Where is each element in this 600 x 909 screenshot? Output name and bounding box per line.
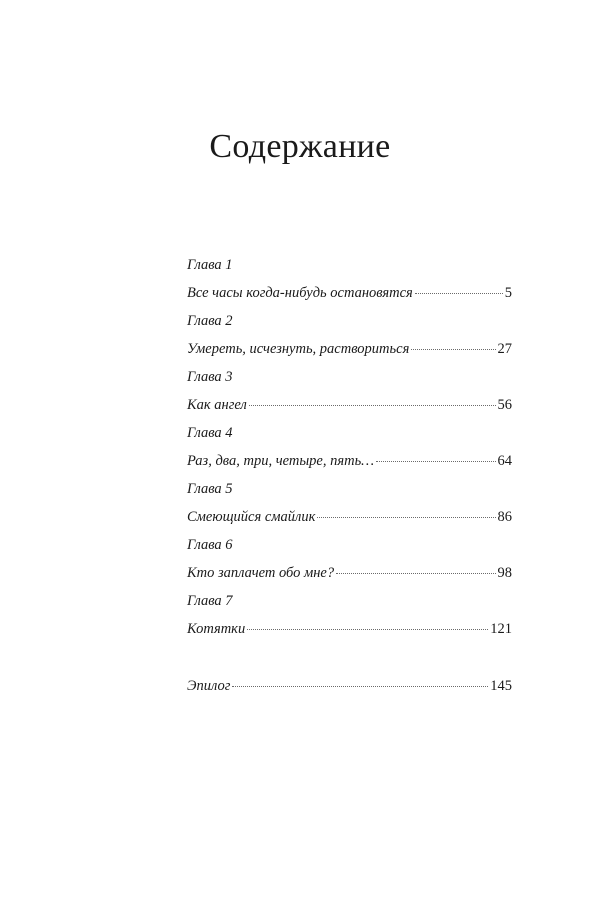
chapter-label: Глава 2 <box>187 313 233 329</box>
page-number: 121 <box>490 621 512 637</box>
dot-leader <box>411 348 495 350</box>
dot-leader <box>317 516 495 518</box>
toc-chapter-4 <box>187 424 512 480</box>
toc-chapter-1 <box>187 256 512 312</box>
dot-leader <box>336 572 495 574</box>
chapter-title: Раз, два, три, четыре, пять… <box>187 453 375 469</box>
toc-entry[interactable] <box>187 452 512 470</box>
toc-entry[interactable] <box>187 284 512 302</box>
table-of-contents <box>187 256 512 648</box>
dot-leader <box>232 685 488 687</box>
page-number: 27 <box>497 341 512 357</box>
chapter-label: Глава 3 <box>187 369 233 385</box>
toc-entry[interactable] <box>187 396 512 414</box>
chapter-title: Умереть, исчезнуть, раствориться <box>187 341 410 357</box>
page-number: 64 <box>497 453 512 469</box>
toc-entry[interactable] <box>187 564 512 582</box>
page-title: Содержание <box>209 128 391 165</box>
chapter-title: Смеющийся смайлик <box>187 509 316 525</box>
page-number: 5 <box>504 285 512 301</box>
toc-chapter-6 <box>187 536 512 592</box>
toc-entry[interactable] <box>187 340 512 358</box>
epilogue-title: Эпилог <box>187 678 231 694</box>
toc-chapter-5 <box>187 480 512 536</box>
chapter-label: Глава 7 <box>187 593 233 609</box>
toc-chapter-3 <box>187 368 512 424</box>
dot-leader <box>247 628 488 630</box>
toc-entry[interactable] <box>187 677 512 695</box>
chapter-label: Глава 6 <box>187 537 233 553</box>
chapter-label: Глава 5 <box>187 481 233 497</box>
dot-leader <box>249 404 496 406</box>
chapter-label: Глава 1 <box>187 257 233 273</box>
page-number: 86 <box>497 509 512 525</box>
chapter-title: Как ангел <box>187 397 247 413</box>
chapter-label: Глава 4 <box>187 425 233 441</box>
toc-chapter-2 <box>187 312 512 368</box>
dot-leader <box>376 460 495 462</box>
page-number: 56 <box>497 397 512 413</box>
toc-chapter-7 <box>187 592 512 648</box>
toc-entry[interactable] <box>187 620 512 638</box>
toc-epilogue <box>187 677 512 695</box>
toc-entry[interactable] <box>187 508 512 526</box>
dot-leader <box>415 292 503 294</box>
page-number: 145 <box>490 678 512 694</box>
chapter-title: Все часы когда-нибудь остановятся <box>187 285 413 301</box>
chapter-title: Кто заплачет обо мне? <box>187 565 335 581</box>
chapter-title: Котятки <box>187 621 246 637</box>
page-number: 98 <box>497 565 512 581</box>
